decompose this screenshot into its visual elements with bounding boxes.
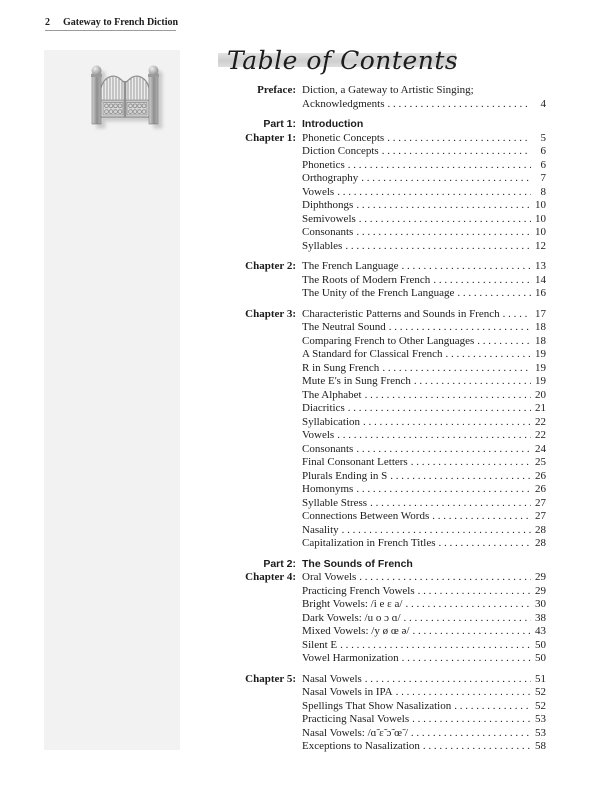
dot-leader [477, 335, 531, 349]
dot-leader [356, 226, 531, 240]
dot-leader [387, 98, 531, 112]
toc-row [238, 470, 546, 484]
toc-row-title: Connections Between Words [302, 510, 430, 522]
toc-row-title: Syllables [302, 239, 343, 252]
toc-group [238, 571, 546, 666]
toc-row-title: Semivowels [302, 212, 356, 225]
dot-leader [356, 443, 531, 457]
toc-row-label: Part 1: [263, 118, 296, 130]
dot-leader [340, 639, 531, 653]
dot-leader [342, 524, 531, 538]
dot-leader [348, 159, 531, 173]
toc-group [238, 118, 546, 132]
toc-row-page: 26 [535, 469, 546, 482]
toc-row-page: 53 [535, 726, 546, 739]
toc-row [238, 727, 546, 741]
toc-row [238, 652, 546, 666]
page-header [45, 17, 179, 31]
dot-leader [337, 429, 531, 443]
toc-row-page: 20 [535, 388, 546, 401]
toc-row-title: Nasality [302, 523, 339, 536]
toc-row-title: Comparing French to Other Languages [302, 334, 475, 347]
toc-row-page: 25 [535, 456, 546, 468]
dot-leader [382, 362, 531, 376]
toc-row-title: A Standard for Classical French [302, 348, 443, 360]
toc-row-title: Dark Vowels: /u o ɔ ɑ/ [302, 611, 401, 624]
toc-row-title: Nasal Vowels in IPA [302, 686, 393, 698]
dot-leader [359, 571, 531, 585]
toc-row [238, 274, 546, 288]
toc-row [238, 416, 546, 430]
toc-row-page: 43 [535, 625, 546, 637]
toc-row-title: The Unity of the French Language [302, 287, 455, 299]
toc-row [238, 199, 546, 213]
dot-leader [446, 348, 531, 362]
toc-row-page: 10 [535, 212, 546, 225]
toc-row [238, 537, 546, 551]
toc-row [238, 84, 546, 98]
toc-row [238, 159, 546, 173]
toc-row-page: 14 [535, 273, 546, 286]
toc-row-title: Acknowledgments [302, 97, 385, 110]
toc-row [238, 497, 546, 511]
toc-row-page: 28 [535, 537, 546, 549]
dot-leader [411, 727, 531, 741]
toc-row-page: 18 [535, 334, 546, 347]
toc-row-page: 16 [535, 287, 546, 299]
toc-row-title: Mixed Vowels: /y ø œ ə/ [302, 625, 410, 637]
toc-row [238, 287, 546, 301]
dot-leader [365, 673, 531, 687]
toc-row-page: 50 [535, 638, 546, 651]
toc-row-title: Silent E [302, 638, 338, 651]
dot-leader [423, 740, 531, 754]
dot-leader [361, 172, 531, 186]
dot-leader [389, 321, 531, 335]
toc-row [238, 362, 546, 376]
toc-row-page: 6 [540, 145, 546, 157]
toc-row [238, 585, 546, 599]
toc-row-title: Final Consonant Letters [302, 456, 408, 468]
toc-row-page: 6 [540, 158, 546, 171]
toc-row [238, 98, 546, 112]
toc-section [218, 46, 550, 754]
toc-row [238, 612, 546, 626]
toc-row [238, 713, 546, 727]
toc-row-title: Consonants [302, 442, 354, 455]
toc-row [238, 686, 546, 700]
dot-leader [390, 470, 531, 484]
toc-row [238, 524, 546, 538]
toc-row-page: 52 [535, 699, 546, 712]
toc-row [238, 456, 546, 470]
toc-row-title: The Neutral Sound [302, 321, 386, 333]
toc-row-page: 10 [535, 226, 546, 238]
toc-row-page: 29 [535, 584, 546, 597]
toc-row-title: Syllabication [302, 415, 361, 428]
toc-row-page: 29 [535, 571, 546, 583]
dot-leader [363, 416, 531, 430]
toc-row-page: 17 [535, 307, 546, 320]
dot-leader [457, 287, 531, 301]
toc-row-title: Phonetics [302, 158, 345, 171]
toc-row-title: Vowels [302, 429, 335, 441]
dot-leader [387, 132, 531, 146]
toc-row-title: The Roots of Modern French [302, 273, 431, 286]
toc-row [238, 348, 546, 362]
toc-row-title: Introduction [302, 118, 364, 130]
dot-leader [405, 598, 531, 612]
dot-leader [432, 510, 531, 524]
toc-row [238, 213, 546, 227]
toc-row-label: Chapter 1: [245, 131, 296, 144]
dot-leader [411, 456, 531, 470]
toc-row [238, 510, 546, 524]
dot-leader [404, 612, 531, 626]
toc-row-title: Vowel Harmonization [302, 652, 399, 664]
toc-row-title: Practicing Nasal Vowels [302, 713, 410, 725]
toc-group [238, 558, 546, 572]
toc-row-title: Consonants [302, 226, 354, 238]
toc-row-title: Homonyms [302, 483, 354, 495]
toc-row [238, 429, 546, 443]
toc-group [238, 673, 546, 754]
toc-row-page: 4 [540, 97, 546, 110]
toc-row [238, 226, 546, 240]
dot-leader [433, 274, 531, 288]
toc-row [238, 186, 546, 200]
toc-row-title: Diction, a Gateway to Artistic Singing; [302, 84, 474, 96]
toc-row [238, 483, 546, 497]
toc-row-page: 19 [535, 361, 546, 374]
toc-row-title: Mute E's in Sung French [302, 375, 411, 387]
toc-row-page: 51 [535, 672, 546, 685]
book-title: Gateway to French Diction [63, 17, 179, 28]
dot-leader [356, 483, 531, 497]
toc-row-label: Chapter 3: [245, 307, 296, 320]
toc-row-page: 28 [535, 523, 546, 536]
dot-leader [348, 402, 531, 416]
dot-leader [382, 145, 531, 159]
page-number: 2 [45, 17, 50, 28]
toc-row [238, 240, 546, 254]
toc-row [238, 375, 546, 389]
toc-row-title: R in Sung French [302, 361, 380, 374]
toc-row [238, 260, 546, 274]
toc-row [238, 308, 546, 322]
toc-row-page: 27 [535, 510, 546, 522]
toc-row-title: The French Language [302, 260, 399, 272]
dot-leader [412, 625, 531, 639]
toc-row-label: Chapter 2: [245, 260, 296, 272]
dot-leader [356, 199, 531, 213]
toc-row-page: 52 [535, 686, 546, 698]
toc-row [238, 145, 546, 159]
toc-row-page: 26 [535, 483, 546, 495]
toc-row [238, 639, 546, 653]
dot-leader [402, 260, 531, 274]
toc-row [238, 598, 546, 612]
toc-row-page: 19 [535, 348, 546, 360]
toc-row-page: 27 [535, 496, 546, 509]
toc-row-title: Nasal Vowels [302, 672, 362, 685]
toc-row-page: 13 [535, 260, 546, 272]
toc-row-page: 50 [535, 652, 546, 664]
toc-row-title: Diphthongs [302, 199, 354, 211]
toc-row-title: Bright Vowels: /i e ɛ a/ [302, 598, 403, 610]
toc-row-title: Orthography [302, 172, 359, 184]
toc-row-title: Diacritics [302, 402, 345, 414]
toc-row [238, 402, 546, 416]
toc-row [238, 673, 546, 687]
toc-row-page: 38 [535, 611, 546, 624]
toc-row-title: The Alphabet [302, 388, 362, 401]
toc-row-page: 5 [540, 131, 546, 144]
dot-leader [414, 375, 531, 389]
toc-row-title: The Sounds of French [302, 557, 413, 570]
toc-body [238, 84, 546, 754]
dot-leader [412, 713, 531, 727]
toc-row [238, 700, 546, 714]
toc-row-label: Preface: [257, 84, 296, 96]
toc-title [218, 46, 550, 80]
dot-leader [345, 240, 531, 254]
toc-row-label: Chapter 5: [245, 672, 296, 685]
toc-row-title: Phonetic Concepts [302, 131, 385, 144]
toc-row-page: 12 [535, 239, 546, 252]
gate-illustration [88, 62, 172, 140]
toc-row [238, 321, 546, 335]
toc-row-title: Capitalization in French Titles [302, 537, 436, 549]
toc-row [238, 558, 546, 572]
toc-row [238, 740, 546, 754]
dot-leader [418, 585, 531, 599]
dot-leader [370, 497, 531, 511]
toc-row-label: Part 2: [263, 557, 296, 570]
toc-row [238, 571, 546, 585]
toc-row-page: 24 [535, 442, 546, 455]
toc-group [238, 84, 546, 111]
toc-row [238, 172, 546, 186]
toc-row [238, 389, 546, 403]
toc-row [238, 118, 546, 132]
toc-row-title: Diction Concepts [302, 145, 379, 157]
sidebar [44, 50, 180, 750]
toc-row [238, 625, 546, 639]
toc-row-title: Nasal Vowels: /ɑ̃ ɛ̃ ɔ̃ œ̃ / [302, 726, 408, 739]
toc-row-page: 10 [535, 199, 546, 211]
toc-title-text: Table of Contents [227, 46, 459, 75]
toc-row-page: 18 [535, 321, 546, 333]
toc-group [238, 132, 546, 254]
dot-leader [396, 686, 531, 700]
toc-group [238, 308, 546, 551]
toc-row-page: 22 [535, 429, 546, 441]
toc-row-page: 19 [535, 375, 546, 387]
toc-row-title: Exceptions to Nasalization [302, 740, 420, 752]
toc-row-label: Chapter 4: [245, 571, 296, 583]
toc-row-page: 30 [535, 598, 546, 610]
toc-row [238, 132, 546, 146]
toc-row-title: Spellings That Show Nasalization [302, 699, 452, 712]
toc-row-page: 7 [540, 172, 546, 184]
toc-row-title: Vowels [302, 185, 335, 198]
dot-leader [503, 308, 531, 322]
dot-leader [402, 652, 531, 666]
dot-leader [439, 537, 531, 551]
toc-row-title: Oral Vowels [302, 571, 357, 583]
toc-row-title: Characteristic Patterns and Sounds in French [302, 307, 500, 320]
dot-leader [359, 213, 531, 227]
toc-row [238, 443, 546, 457]
toc-group [238, 260, 546, 301]
toc-row-page: 8 [540, 185, 546, 198]
toc-row-page: 58 [535, 740, 546, 752]
dot-leader [337, 186, 531, 200]
dot-leader [454, 700, 531, 714]
toc-row-title: Syllable Stress [302, 496, 368, 509]
dot-leader [365, 389, 531, 403]
toc-row-page: 22 [535, 415, 546, 428]
toc-row-page: 53 [535, 713, 546, 725]
toc-row [238, 335, 546, 349]
toc-row-title: Practicing French Vowels [302, 584, 415, 597]
toc-row-title: Plurals Ending in S [302, 469, 388, 482]
toc-row-page: 21 [535, 402, 546, 414]
